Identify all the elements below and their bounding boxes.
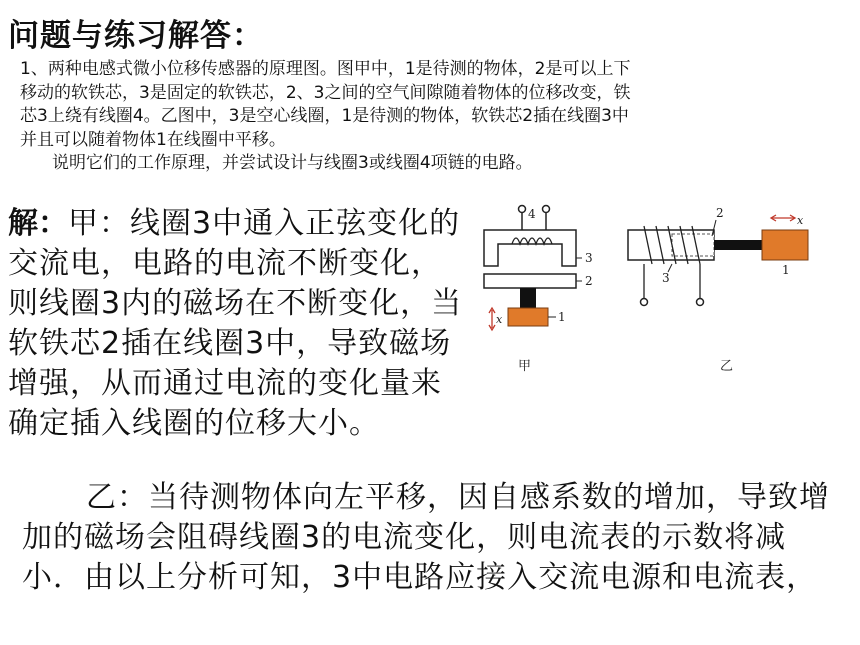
terminal-icon [519, 206, 526, 213]
caption-jia: 甲 [518, 359, 532, 374]
terminal-icon [543, 206, 550, 213]
question-line: 1、两种电感式微小位移传感器的原理图。图甲中，1是待测的物体，2是可以上下 [20, 59, 631, 79]
caption-yi: 乙 [720, 359, 734, 374]
soft-core-2 [672, 234, 714, 256]
question-line: 芯3上绕有线圈4。乙图中，3是空心线圈，1是待测的物体，软铁芯2插在线圈3中 [20, 106, 629, 126]
fixed-core-3 [484, 230, 576, 266]
question-prompt: 说明它们的工作原理，并尝试设计与线圈3或线圈4项链的电路。 [52, 153, 533, 173]
page-title: 问题与练习解答： [8, 18, 264, 54]
answer-yi-text: 乙：当待测物体向左平移，因自感系数的增加，导致增加的磁场会阻碍线圈3的电流变化，则电流表的示数将减小．由以上分析可知，3中电路应接入交流电源和电流表， [22, 480, 830, 595]
question-text [20, 58, 810, 176]
object-1 [508, 308, 548, 326]
terminal-icon [641, 299, 648, 306]
label-core-3: 3 [585, 251, 593, 265]
answer-yi [22, 478, 832, 598]
label-coil-4: 4 [528, 207, 536, 221]
question-line: 并且可以随着物体1在线圈中平移。 [20, 129, 286, 150]
movable-core-2 [484, 274, 576, 288]
sensor-diagram-svg [476, 200, 816, 382]
label-x: x [797, 214, 804, 227]
label-core-2: 2 [585, 274, 593, 288]
label-coil-3: 3 [662, 271, 670, 285]
diagram-jia [484, 206, 593, 375]
label-core-2: 2 [716, 206, 724, 220]
answer-jia-text: 甲：线圈3中通入正弦变化的交流电，电路的电流不断变化，则线圈3内的磁场在不断变化，当软铁芯2插在线圈3中，导致磁场增强，从而通过电流的变化量来确定插入线圈的位移大小。 [8, 206, 463, 441]
terminal-icon [697, 299, 704, 306]
object-1 [762, 230, 808, 260]
label-object-1: 1 [782, 263, 790, 277]
label-x: x [496, 313, 503, 326]
answer-jia [8, 204, 468, 444]
sensor-diagram [476, 200, 816, 382]
answer-lead: 解： [8, 206, 68, 241]
rod [520, 288, 536, 308]
question-line: 移动的软铁芯，3是固定的软铁芯，2、3之间的空气间隙随着物体的位移改变，铁 [20, 82, 631, 103]
rod [714, 240, 762, 250]
label-object-1: 1 [558, 310, 566, 324]
diagram-yi [628, 206, 808, 374]
